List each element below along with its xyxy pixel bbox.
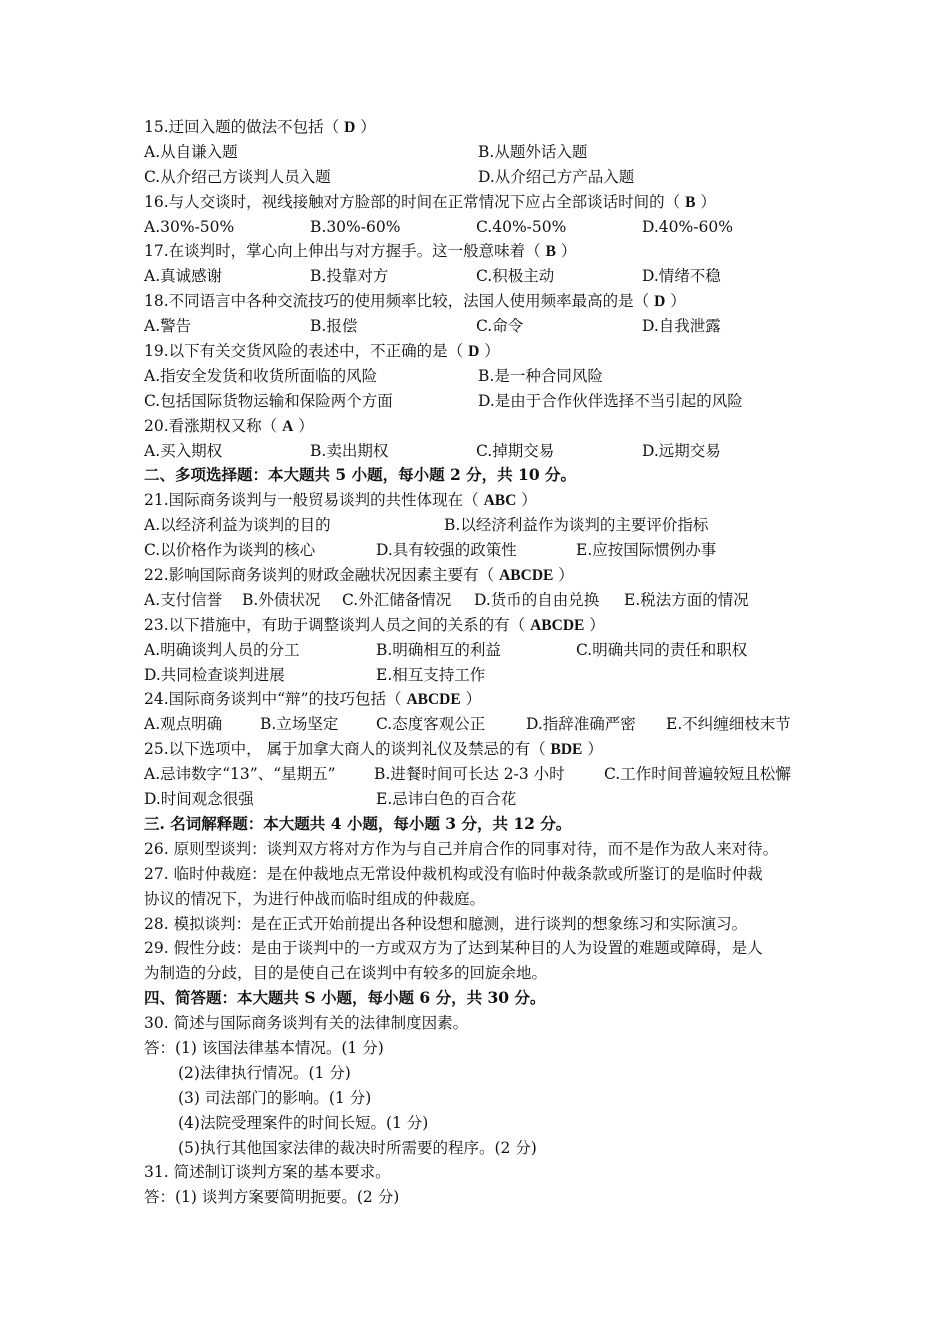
option-a: A.支付信誉	[144, 590, 223, 609]
option-b: B.卖出期权	[310, 441, 389, 460]
option-c: C.包括国际货物运输和保险两个方面	[144, 391, 393, 410]
question-stem: 16.与人交谈时，视线接触对方脸部的时间在正常情况下应占全部谈话时间的（	[144, 192, 686, 211]
option-d: D.指辞准确严密	[526, 715, 636, 734]
option-d: D.是由于合作伙伴选择不当引起的风险	[478, 391, 743, 410]
option-a: A.观点明确	[144, 715, 223, 734]
option-b: B.是一种合同风险	[478, 366, 603, 385]
options-row	[144, 140, 824, 165]
definition-line: 29. 假性分歧：是由于谈判中的一方或双方为了达到某种目的人为设置的难题或障碍，是人	[144, 939, 763, 958]
answer: ABCDE	[499, 567, 554, 585]
question-stem: 25.以下选项中， 属于加拿大商人的谈判礼仪及禁忌的有（	[144, 740, 551, 759]
question-17: 17.在谈判时，掌心向上伸出与对方握手。这一般意味着（ B ）	[144, 242, 577, 261]
answer-line: (4)法院受理案件的时间长短。(1 分)	[178, 1113, 429, 1132]
question-30: 30. 简述与国际商务谈判有关的法律制度因素。	[144, 1014, 469, 1033]
option-d: D.自我泄露	[642, 317, 721, 336]
definition-line: 协议的情况下，为进行仲战而临时组成的仲裁庭。	[144, 889, 486, 908]
answer: D	[468, 343, 480, 361]
option-e: E.忌讳白色的百合花	[376, 790, 517, 809]
question-stem: 19.以下有关交货风险的表述中，不正确的是（	[144, 342, 469, 361]
answer: A	[282, 417, 294, 435]
option-b: B.投靠对方	[310, 267, 389, 286]
option-d: D.情绪不稳	[642, 267, 721, 286]
question-stem: 18.不同语言中各种交流技巧的使用频率比较，法国人使用频率最高的是（	[144, 292, 655, 311]
options-row	[144, 314, 824, 339]
options-row	[144, 439, 824, 464]
option-c: C.积极主动	[476, 267, 555, 286]
option-b: B.以经济利益作为谈判的主要评价指标	[444, 516, 709, 535]
definition-line: 27. 临时仲裁庭：是在仲裁地点无常设仲裁机构或没有临时仲裁条款或所鉴订的是临时仲裁	[144, 864, 763, 883]
question-stem: 23.以下措施中，有助于调整谈判人员之间的关系的有（	[144, 615, 531, 634]
question-21: 21.国际商务谈判与一般贸易谈判的共性体现在（ ABC ）	[144, 491, 537, 510]
option-c: C.命令	[476, 317, 524, 336]
question-24: 24.国际商务谈判中“辩”的技巧包括（ ABCDE ）	[144, 690, 482, 709]
option-c: C.40%-50%	[476, 217, 567, 236]
options-row	[144, 538, 824, 563]
answer-line: 答：(1) 谈判方案要简明扼要。(2 分)	[144, 1188, 400, 1207]
option-b: B.明确相互的利益	[376, 640, 501, 659]
option-c: C.掉期交易	[476, 441, 555, 460]
answer-line: (5)执行其他国家法律的裁决时所需要的程序。(2 分)	[178, 1138, 537, 1157]
options-row	[144, 787, 824, 812]
option-c: C.明确共同的责任和职权	[576, 640, 748, 659]
option-b: B.立场坚定	[260, 715, 339, 734]
option-a: A.买入期权	[144, 441, 223, 460]
section-heading-multiple-choice: 二、多项选择题：本大题共 5 小题，每小题 2 分，共 10 分。	[144, 465, 577, 485]
question-18: 18.不同语言中各种交流技巧的使用频率比较，法国人使用频率最高的是（ D ）	[144, 292, 686, 311]
options-row	[144, 513, 824, 538]
option-a: A.指安全发货和收货所面临的风险	[144, 366, 378, 385]
question-stem: 17.在谈判时，掌心向上伸出与对方握手。这一般意味着（	[144, 242, 546, 261]
question-stem: 24.国际商务谈判中“辩”的技巧包括（	[144, 690, 407, 709]
answer: ABC	[483, 492, 517, 510]
option-b: B.30%-60%	[310, 217, 401, 236]
option-d: D.具有较强的政策性	[376, 541, 517, 560]
options-row	[144, 215, 824, 240]
option-e: E.相互支持工作	[376, 665, 486, 684]
answer: ABCDE	[530, 616, 585, 634]
option-e: E.税法方面的情况	[624, 590, 749, 609]
question-22: 22.影响国际商务谈判的财政金融状况因素主要有（ ABCDE ）	[144, 566, 574, 585]
option-a: A.真诚感谢	[144, 267, 223, 286]
options-row	[144, 712, 824, 737]
answer: BDE	[550, 741, 583, 759]
answer-line: (3) 司法部门的影响。(1 分)	[178, 1088, 372, 1107]
definition-line: 为制造的分歧，目的是使自己在谈判中有较多的回旋余地。	[144, 964, 548, 983]
answer-line: 答：(1) 该国法律基本情况。(1 分)	[144, 1038, 384, 1057]
option-b: B.报偿	[310, 317, 358, 336]
option-d: D.时间观念很强	[144, 790, 254, 809]
options-row	[144, 165, 824, 190]
option-d: D.从介绍己方产品入题	[478, 167, 635, 186]
section-heading-term-definitions: 三. 名词解释题：本大题共 4 小题，每小题 3 分，共 12 分。	[144, 813, 572, 833]
option-a: A.明确谈判人员的分工	[144, 640, 300, 659]
option-a: A.以经济利益为谈判的目的	[144, 516, 331, 535]
options-row	[144, 762, 824, 787]
option-c: C.态度客观公正	[376, 715, 486, 734]
definition-line: 26. 原则型谈判：谈判双方将对方作为与自己并肩合作的同事对待，而不是作为敌人来对待。	[144, 839, 779, 858]
option-b: B.外债状况	[242, 590, 321, 609]
option-d: D.40%-60%	[642, 217, 733, 236]
question-20: 20.看涨期权又称（ A ）	[144, 416, 314, 435]
option-e: E.不纠缠细枝末节	[666, 715, 791, 734]
options-row	[144, 588, 824, 613]
option-d: D.共同检查谈判进展	[144, 665, 285, 684]
question-19: 19.以下有关交货风险的表述中，不正确的是（ D ）	[144, 342, 500, 361]
option-a: A.忌讳数字“13”、“星期五”	[144, 765, 336, 784]
options-row	[144, 663, 824, 688]
option-c: C.从介绍己方谈判人员入题	[144, 167, 331, 186]
answer: ABCDE	[406, 691, 461, 709]
option-c: C.工作时间普遍较短且松懈	[604, 765, 791, 784]
question-stem: 20.看涨期权又称（	[144, 416, 283, 435]
exam-content	[144, 115, 824, 1210]
option-a: A.30%-50%	[144, 217, 235, 236]
options-row	[144, 264, 824, 289]
option-b: B.从题外话入题	[478, 142, 588, 161]
question-stem: 21.国际商务谈判与一般贸易谈判的共性体现在（	[144, 491, 484, 510]
option-d: D.远期交易	[642, 441, 721, 460]
option-c: C.外汇储备情况	[342, 590, 452, 609]
option-a: A.从自谦入题	[144, 142, 238, 161]
options-row	[144, 389, 824, 414]
question-stem: 22.影响国际商务谈判的财政金融状况因素主要有（	[144, 566, 500, 585]
option-c: C.以价格作为谈判的核心	[144, 541, 316, 560]
definition-line: 28. 模拟谈判：是在正式开始前提出各种设想和臆测，进行谈判的想象练习和实际演习。	[144, 914, 748, 933]
options-row	[144, 364, 824, 389]
options-row	[144, 638, 824, 663]
section-heading-short-answer: 四、简答题：本大题共 S 小题，每小题 6 分，共 30 分。	[144, 988, 546, 1008]
answer: B	[545, 243, 556, 261]
question-31: 31. 简述制订谈判方案的基本要求。	[144, 1163, 391, 1182]
option-d: D.货币的自由兑换	[474, 590, 600, 609]
answer: D	[344, 119, 356, 136]
question-15: 15.迂回入题的做法不包括（ D ）	[144, 118, 376, 136]
answer: B	[685, 193, 696, 211]
question-25: 25.以下选项中， 属于加拿大商人的谈判礼仪及禁忌的有（ BDE ）	[144, 740, 603, 759]
option-e: E.应按国际惯例办事	[576, 541, 717, 560]
answer: D	[654, 293, 666, 311]
question-23: 23.以下措施中，有助于调整谈判人员之间的关系的有（ ABCDE ）	[144, 615, 605, 634]
question-16: 16.与人交谈时，视线接触对方脸部的时间在正常情况下应占全部谈话时间的（ B ）	[144, 192, 716, 211]
question-stem: 15.迂回入题的做法不包括（	[144, 118, 345, 136]
option-a: A.警告	[144, 317, 192, 336]
answer-line: (2)法律执行情况。(1 分)	[178, 1063, 351, 1082]
option-b: B.进餐时间可长达 2-3 小时	[374, 765, 565, 784]
